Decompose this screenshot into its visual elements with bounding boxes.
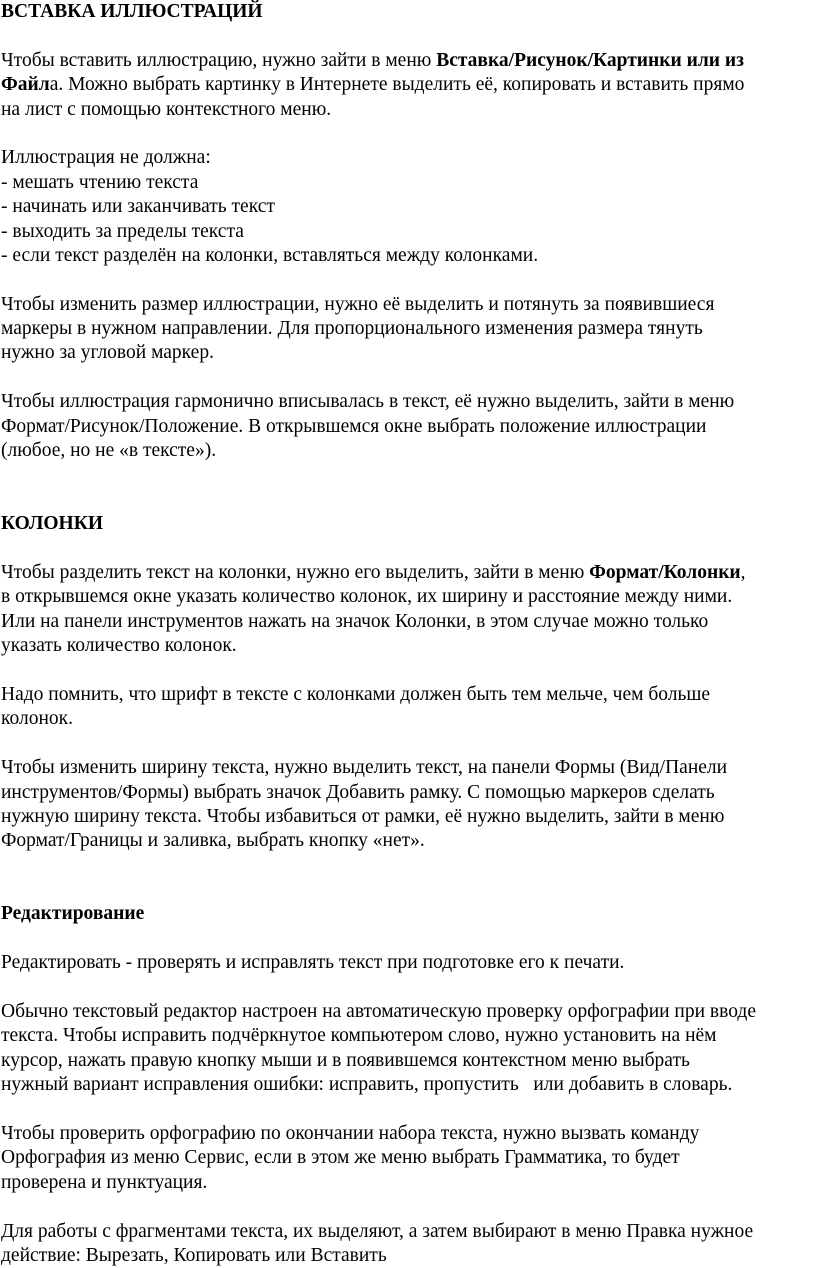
- spacer: [1, 488, 816, 512]
- text-run: ,: [740, 561, 746, 583]
- paragraph-line: (любое, но не «в тексте»).: [1, 440, 217, 462]
- paragraph-line: Орфография из меню Сервис, если в этом же меню выбрать Грамматика, то будет: [1, 1147, 680, 1169]
- paragraph-line: Обычно текстовый редактор настроен на автоматическую проверку орфографии при вводе: [1, 1001, 756, 1023]
- spacer: [1, 878, 816, 902]
- paragraph-line: [1, 73, 816, 97]
- spacer: [1, 122, 816, 146]
- spacer: [1, 463, 816, 487]
- spacer: [1, 659, 816, 683]
- spacer: [1, 1098, 816, 1122]
- spacer: [1, 927, 816, 951]
- paragraph-line: Чтобы иллюстрация гармонично вписывалась в текст, её нужно выделить, зайти в меню: [1, 391, 735, 413]
- spacer: [1, 537, 816, 561]
- paragraph-line: действие: Вырезать, Копировать или Вставить: [1, 1244, 387, 1266]
- paragraph-line: нужную ширину текста. Чтобы избавиться от рамки, её нужно выделить, зайти в меню: [1, 805, 725, 827]
- paragraph-line: Для работы с фрагментами текста, их выделяют, а затем выбирают в меню Правка нужное: [1, 1220, 754, 1242]
- paragraph-line: колонок.: [1, 708, 73, 730]
- text-run: Чтобы разделить текст на колонки, нужно его выделить, зайти в меню: [1, 561, 590, 583]
- paragraph-line: [1, 49, 816, 73]
- list-item: - мешать чтению текста: [1, 171, 199, 193]
- paragraph-line: [1, 561, 816, 585]
- bold-menu-path: Формат/Колонки: [589, 561, 741, 583]
- spacer: [1, 1195, 816, 1219]
- paragraph-line: Формат/Границы и заливка, выбрать кнопку «нет».: [1, 830, 425, 852]
- paragraph-line: Чтобы изменить размер иллюстрации, нужно её выделить и потянуть за появившиеся: [1, 293, 715, 315]
- list-item: - начинать или заканчивать текст: [1, 196, 275, 218]
- paragraph-line: в открывшемся окне указать количество колонок, их ширину и расстояние между ними.: [1, 586, 733, 608]
- paragraph-line: Чтобы проверить орфографию по окончании набора текста, нужно вызвать команду: [1, 1122, 700, 1144]
- paragraph-line: курсор, нажать правую кнопку мыши и в появившемся контекстном меню выбрать: [1, 1049, 690, 1071]
- spacer: [1, 268, 816, 292]
- section-title-columns: КОЛОНКИ: [1, 513, 104, 535]
- paragraph-line: Иллюстрация не должна:: [1, 147, 211, 169]
- paragraph-line: нужно за угловой маркер.: [1, 342, 214, 364]
- list-item: - если текст разделён на колонки, вставляться между колонками.: [1, 244, 539, 266]
- paragraph-line: инструментов/Формы) выбрать значок Добавить рамку. С помощью маркеров сделать: [1, 781, 715, 803]
- text-run: Чтобы вставить иллюстрацию, нужно зайти в меню: [1, 49, 437, 71]
- paragraph-line: нужный вариант исправления ошибки: исправить, пропустить или добавить в словарь.: [1, 1074, 733, 1096]
- section-title-editing: Редактирование: [1, 903, 145, 925]
- list-item: - выходить за пределы текста: [1, 220, 244, 242]
- spacer: [1, 976, 816, 1000]
- paragraph-line: Чтобы изменить ширину текста, нужно выделить текст, на панели Формы (Вид/Панели: [1, 757, 728, 779]
- spacer: [1, 24, 816, 48]
- spacer: [1, 366, 816, 390]
- paragraph-line: Надо помнить, что шрифт в тексте с колонками должен быть тем мельче, чем больше: [1, 683, 711, 705]
- paragraph-line: Формат/Рисунок/Положение. В открывшемся окне выбрать положение иллюстрации: [1, 415, 707, 437]
- paragraph-line: проверена и пунктуация.: [1, 1171, 208, 1193]
- spacer: [1, 854, 816, 878]
- paragraph-line: Редактировать - проверять и исправлять текст при подготовке его к печати.: [1, 952, 625, 974]
- section-title-illustrations: ВСТАВКА ИЛЛЮСТРАЦИЙ: [1, 1, 263, 22]
- paragraph-line: на лист с помощью контекстного меню.: [1, 98, 332, 120]
- text-run: а. Можно выбрать картинку в Интернете выделить её, копировать и вставить прямо: [49, 74, 745, 96]
- paragraph-line: маркеры в нужном направлении. Для пропорционального изменения размера тянуть: [1, 318, 703, 340]
- bold-menu-path: Файл: [1, 74, 50, 96]
- paragraph-line: текста. Чтобы исправить подчёркнутое компьютером слово, нужно установить на нём: [1, 1025, 717, 1047]
- paragraph-line: Или на панели инструментов нажать на значок Колонки, в этом случае можно только: [1, 610, 709, 632]
- spacer: [1, 732, 816, 756]
- bold-menu-path: Вставка/Рисунок/Картинки или из: [436, 49, 744, 71]
- paragraph-line: указать количество колонок.: [1, 635, 237, 657]
